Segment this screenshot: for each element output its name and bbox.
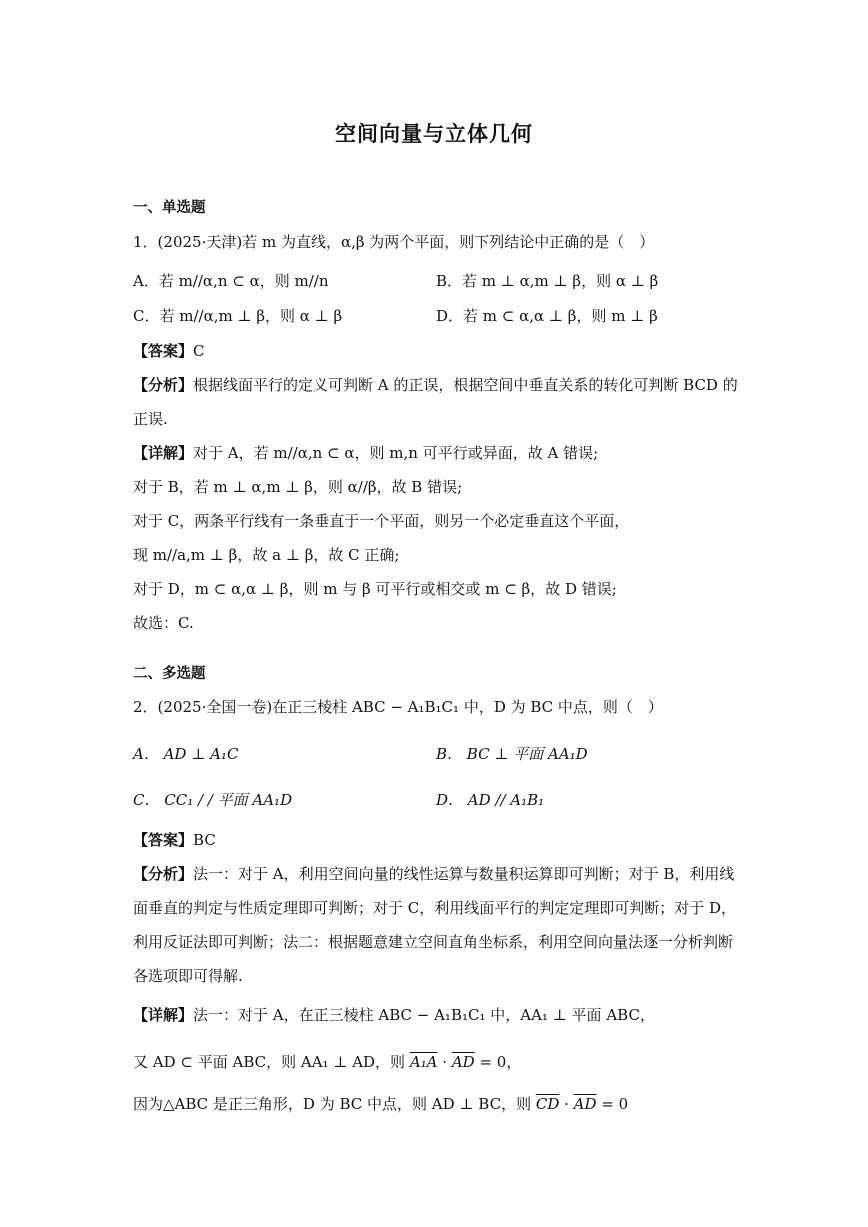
q2-analysis-line-2: 面垂直的判定与性质定理即可判断；对于 C，利用线面平行的判定定理即可判断；对于 D， xyxy=(133,899,737,917)
q1-detail-line-4: 现 m//a,m ⊥ β，故 a ⊥ β，故 C 正确; xyxy=(133,546,400,564)
answer-label: 【答案】 xyxy=(133,342,194,360)
question-1-stem: 1．(2025·天津)若 m 为直线，α,β 为两个平面，则下列结论中正确的是（ ） xyxy=(133,233,655,251)
q1-option-a: A．若 m//α,n ⊂ α，则 m//n xyxy=(133,272,329,290)
vector-ad: $\overline{AD}$ xyxy=(451,1053,475,1071)
q1-detail-line-2: 对于 B，若 m ⊥ α,m ⊥ β，则 α//β，故 B 错误; xyxy=(133,478,463,496)
vector-cd: $\overline{CD}$ xyxy=(535,1095,560,1113)
detail-text-part: 因为△ABC 是正三角形，D 为 BC 中点，则 AD ⊥ BC，则 xyxy=(133,1095,536,1113)
analysis-label: 【分析】 xyxy=(133,376,194,394)
answer-value: C xyxy=(193,342,205,360)
detail-label: 【详解】 xyxy=(133,444,194,462)
q1-option-d: D．若 m ⊂ α,α ⊥ β，则 m ⊥ β xyxy=(436,307,658,325)
q1-option-c: C．若 m//α,m ⊥ β，则 α ⊥ β xyxy=(133,307,343,325)
detail-label: 【详解】 xyxy=(133,1006,194,1024)
q2-answer xyxy=(133,830,216,850)
analysis-label: 【分析】 xyxy=(133,865,194,883)
q2-analysis-line-1 xyxy=(133,864,734,884)
dot-operator: · xyxy=(437,1053,452,1071)
q2-analysis-line-3: 利用反证法即可判断；法二：根据题意建立空间直角坐标系，利用空间向量法逐一分析判断 xyxy=(133,933,734,951)
q1-answer xyxy=(133,341,205,361)
detail-text-part: 又 AD ⊂ 平面 ABC，则 AA₁ ⊥ AD，则 xyxy=(133,1053,410,1071)
detail-text-part: = 0， xyxy=(474,1053,522,1071)
q1-detail-line-3: 对于 C，两条平行线有一条垂直于一个平面，则另一个必定垂直这个平面， xyxy=(133,512,630,530)
dot-operator: · xyxy=(559,1095,574,1113)
detail-text: 对于 A，若 m//α,n ⊂ α，则 m,n 可平行或异面，故 A 错误; xyxy=(193,444,599,462)
page-title: 空间向量与立体几何 xyxy=(335,122,533,146)
q2-option-c: C． CC₁ / / 平面 AA₁D xyxy=(133,791,293,809)
q2-detail-line-3 xyxy=(133,1094,628,1114)
q2-option-a: A． AD ⊥ A₁C xyxy=(133,745,239,763)
q2-analysis-line-4: 各选项即可得解. xyxy=(133,967,243,985)
q2-detail-line-1 xyxy=(133,1005,655,1025)
q2-option-b: B． BC ⊥ 平面 AA₁D xyxy=(436,745,588,763)
q1-analysis-line-1 xyxy=(133,375,738,395)
question-2-stem: 2．(2025·全国一卷)在正三棱柱 ABC − A₁B₁C₁ 中，D 为 BC 中点，则（ ） xyxy=(133,698,663,716)
vector-a1a: A₁A xyxy=(409,1053,438,1071)
answer-value: BC xyxy=(193,831,216,849)
detail-text-part: = 0 xyxy=(596,1095,629,1113)
q1-detail-line-5: 对于 D，m ⊂ α,α ⊥ β，则 m 与 β 可平行或相交或 m ⊂ β，故 D 错误; xyxy=(133,580,617,598)
q1-option-b: B．若 m ⊥ α,m ⊥ β，则 α ⊥ β xyxy=(436,272,659,290)
q2-option-d: D． AD // A₁B₁ xyxy=(436,791,545,809)
vector-ad: $\overline{AD}$ xyxy=(573,1095,597,1113)
detail-text: 法一：对于 A，在正三棱柱 ABC − A₁B₁C₁ 中，AA₁ ⊥ 平面 ABC， xyxy=(193,1006,655,1024)
section-heading-multiple-choice: 二、多选题 xyxy=(133,666,206,682)
analysis-text: 法一：对于 A，利用空间向量的线性运算与数量积运算即可判断；对于 B，利用线 xyxy=(193,865,735,883)
q2-detail-line-2 xyxy=(133,1052,521,1072)
answer-label: 【答案】 xyxy=(133,831,194,849)
q1-detail-line-1 xyxy=(133,443,598,463)
q1-detail-line-6: 故选：C. xyxy=(133,614,194,632)
analysis-text: 根据线面平行的定义可判断 A 的正误，根据空间中垂直关系的转化可判断 BCD 的 xyxy=(193,376,738,394)
q1-analysis-line-2: 正误. xyxy=(133,410,168,428)
section-heading-single-choice: 一、单选题 xyxy=(133,200,206,216)
